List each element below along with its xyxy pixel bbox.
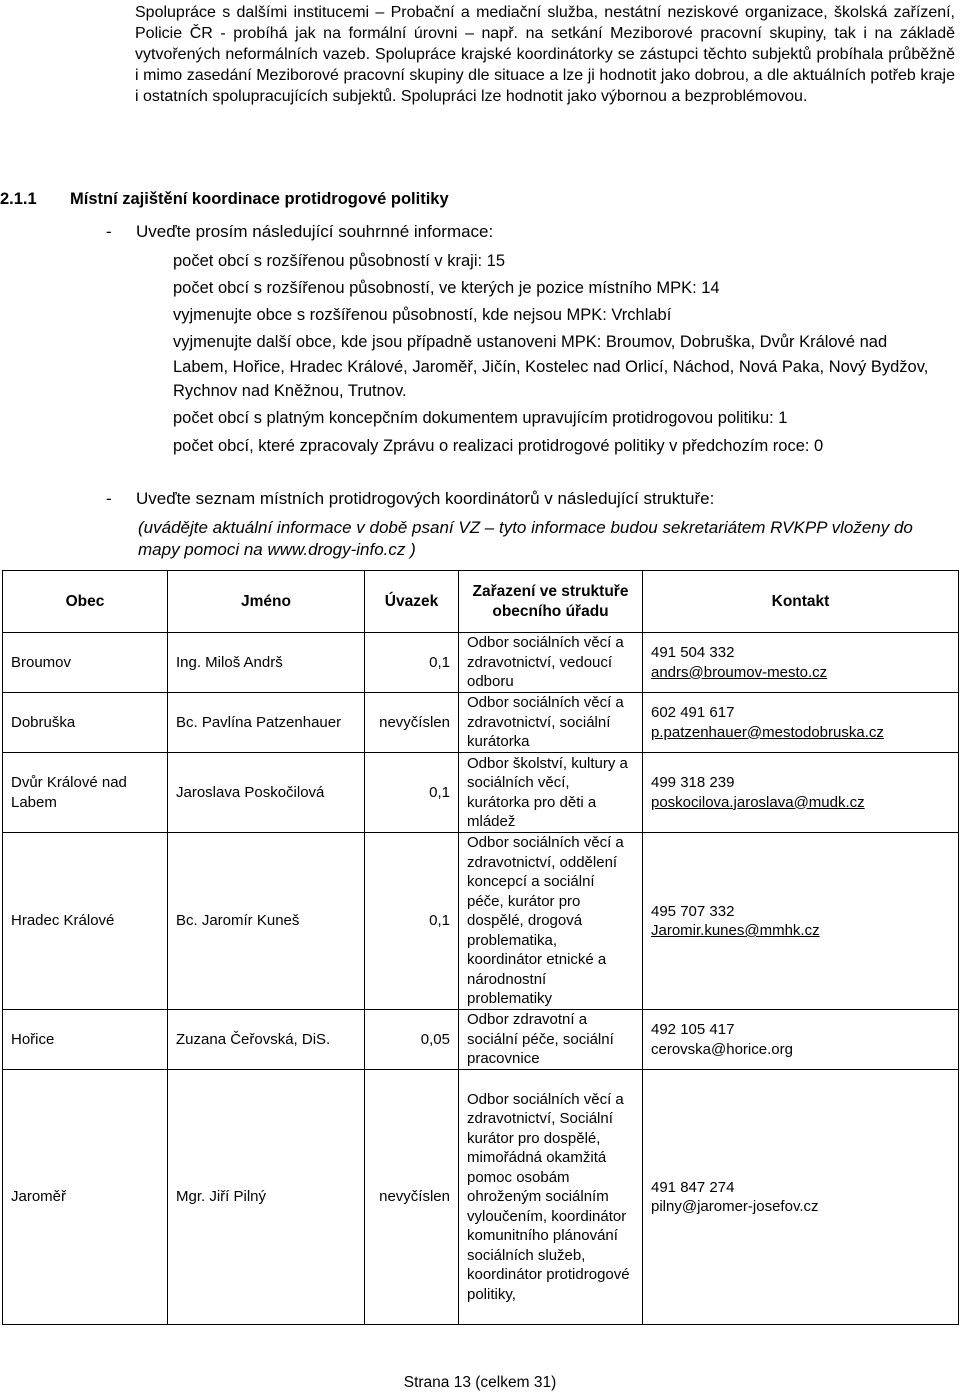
cell-kontakt bbox=[643, 833, 959, 1010]
contact-phone: 495 707 332 bbox=[651, 902, 735, 920]
cell-obec: Hořice bbox=[3, 1010, 168, 1070]
contact-email-link[interactable]: poskocilova.jaroslava@mudk.cz bbox=[651, 793, 865, 811]
info-line-mpk-count: počet obcí s rozšířenou působností, ve kterých je pozice místního MPK: 14 bbox=[173, 279, 720, 297]
cell-obec: Hradec Králové bbox=[3, 833, 168, 1010]
info-line-concept-docs: počet obcí s platným koncepčním dokumentem upravujícím protidrogovou politiku: 1 bbox=[173, 409, 788, 427]
cell-obec: Dobruška bbox=[3, 693, 168, 753]
contact-email-link[interactable]: andrs@broumov-mesto.cz bbox=[651, 663, 828, 681]
cell-jmeno: Bc. Jaromír Kuneš bbox=[168, 833, 365, 1010]
contact-email-link[interactable]: Jaromir.kunes@mmhk.cz bbox=[651, 922, 820, 939]
header-uvazek: Úvazek bbox=[365, 571, 459, 633]
cell-uvazek: 0,1 bbox=[365, 633, 459, 693]
cell-zarazeni: Odbor sociálních věcí a zdravotnictví, sociální kurátorka bbox=[459, 693, 643, 753]
table-row bbox=[3, 633, 959, 693]
info-line-orp-count: počet obcí s rozšířenou působností v kraji: 15 bbox=[173, 252, 506, 270]
coordinators-table bbox=[2, 570, 959, 1325]
bullet-dash: - bbox=[106, 222, 112, 241]
contact-phone: 492 105 417 bbox=[651, 1021, 735, 1038]
cell-zarazeni: Odbor sociálních věcí a zdravotnictví, Sociální kurátor pro dospělé, mimořádná okamžitá pomoc osobám ohroženým sociálním vyloučením, koordinátor komunitního plánování sociálních služeb, koordinátor protidrogové politiky, bbox=[459, 1070, 643, 1325]
bullet-coordinators-text: Uveďte seznam místních protidrogových koordinátorů v následující struktuře: bbox=[136, 489, 715, 508]
cell-jmeno: Zuzana Čeřovská, DiS. bbox=[168, 1010, 365, 1070]
cell-uvazek: 0,1 bbox=[365, 753, 459, 833]
contact-phone: 499 318 239 bbox=[651, 774, 735, 791]
cell-uvazek: nevyčíslen bbox=[365, 1070, 459, 1325]
table-row bbox=[3, 1010, 959, 1070]
cell-jmeno: Jaroslava Poskočilová bbox=[168, 753, 365, 833]
bullet-dash: - bbox=[106, 489, 112, 508]
cell-kontakt bbox=[643, 1070, 959, 1325]
cell-kontakt bbox=[643, 1010, 959, 1070]
cell-jmeno: Mgr. Jiří Pilný bbox=[168, 1070, 365, 1325]
info-line-reports: počet obcí, které zpracovaly Zprávu o realizaci protidrogové politiky v předchozím roce: 0 bbox=[173, 437, 824, 455]
cell-zarazeni: Odbor sociálních věcí a zdravotnictví, oddělení koncepcí a sociální péče, kurátor pro dospělé, drogová problematika, koordinátor etnické a národnostní problematiky bbox=[459, 833, 643, 1010]
table-header-row bbox=[3, 571, 959, 633]
cell-jmeno: Ing. Miloš Andrš bbox=[168, 633, 365, 693]
page-footer: Strana 13 (celkem 31) bbox=[403, 1374, 557, 1391]
cell-kontakt bbox=[643, 633, 959, 693]
cell-uvazek: 0,05 bbox=[365, 1010, 459, 1070]
contact-phone: 602 491 617 bbox=[651, 704, 735, 721]
section-title: Místní zajištění koordinace protidrogové politiky bbox=[70, 190, 449, 208]
contact-email-link[interactable]: p.patzenhauer@mestodobruska.cz bbox=[651, 723, 884, 741]
cell-obec: Broumov bbox=[3, 633, 168, 693]
cell-zarazeni: Odbor školství, kultury a sociálních věcí, kurátorka pro děti a mládež bbox=[459, 753, 643, 833]
table-row bbox=[3, 693, 959, 753]
bullet-summary-text: Uveďte prosím následující souhrnné informace: bbox=[136, 222, 494, 241]
section-number: 2.1.1 bbox=[0, 190, 37, 208]
intro-paragraph: Spolupráce s dalšími institucemi – Probační a mediační služba, nestátní neziskové organizace, školská zařízení, Policie ČR - probíhá jak na formální úrovni – např. na setkání Meziborové pracovní skupiny, tak i na základě vytvořených neformálních vazeb. Spolupráce krajské koordinátorky se zástupci těchto subjektů probíhala průběžně i mimo zasedání Meziborové pracovní skupiny dle situace a lze ji hodnotit jako dobrou, a dle aktuálních potřeb kraje i ostatních spolupracujících subjektů. Spolupráci lze hodnotit jako výbornou a bezproblémovou. bbox=[135, 4, 955, 105]
cell-jmeno: Bc. Pavlína Patzenhauer bbox=[168, 693, 365, 753]
info-line-without-mpk: vyjmenujte obce s rozšířenou působností, kde nejsou MPK: Vrchlabí bbox=[173, 306, 672, 324]
info-line-other-mpk: vyjmenujte další obce, kde jsou případně ustanoveni MPK: Broumov, Dobruška, Dvůr Králové nad Labem, Hořice, Hradec Králové, Jaroměř, Jičín, Kostelec nad Orlicí, Náchod, Nová Paka, Nový Bydžov, Rychnov nad Kněžnou, Trutnov. bbox=[173, 333, 929, 400]
cell-zarazeni: Odbor zdravotní a sociální péče, sociální pracovnice bbox=[459, 1010, 643, 1070]
header-zarazeni: Zařazení ve struktuře obecního úřadu bbox=[459, 571, 643, 633]
contact-email[interactable]: pilny@jaromer-josefov.cz bbox=[651, 1198, 819, 1215]
cell-kontakt bbox=[643, 753, 959, 833]
cell-obec: Dvůr Králové nad Labem bbox=[3, 753, 168, 833]
table-row bbox=[3, 833, 959, 1010]
header-obec: Obec bbox=[3, 571, 168, 633]
coordinators-note: (uvádějte aktuální informace v době psaní VZ – tyto informace budou sekretariátem RVKPP vloženy do mapy pomoci na www.drogy-info.cz ) bbox=[138, 518, 913, 559]
cell-kontakt bbox=[643, 693, 959, 753]
cell-obec: Jaroměř bbox=[3, 1070, 168, 1325]
cell-uvazek: 0,1 bbox=[365, 833, 459, 1010]
table-row bbox=[3, 1070, 959, 1325]
table-row bbox=[3, 753, 959, 833]
contact-email[interactable]: cerovska@horice.org bbox=[651, 1040, 793, 1058]
cell-uvazek: nevyčíslen bbox=[365, 693, 459, 753]
contact-phone: 491 847 274 bbox=[651, 1178, 735, 1196]
contact-phone: 491 504 332 bbox=[651, 644, 735, 661]
header-kontakt: Kontakt bbox=[643, 571, 959, 633]
header-jmeno: Jméno bbox=[168, 571, 365, 633]
cell-zarazeni: Odbor sociálních věcí a zdravotnictví, vedoucí odboru bbox=[459, 633, 643, 693]
